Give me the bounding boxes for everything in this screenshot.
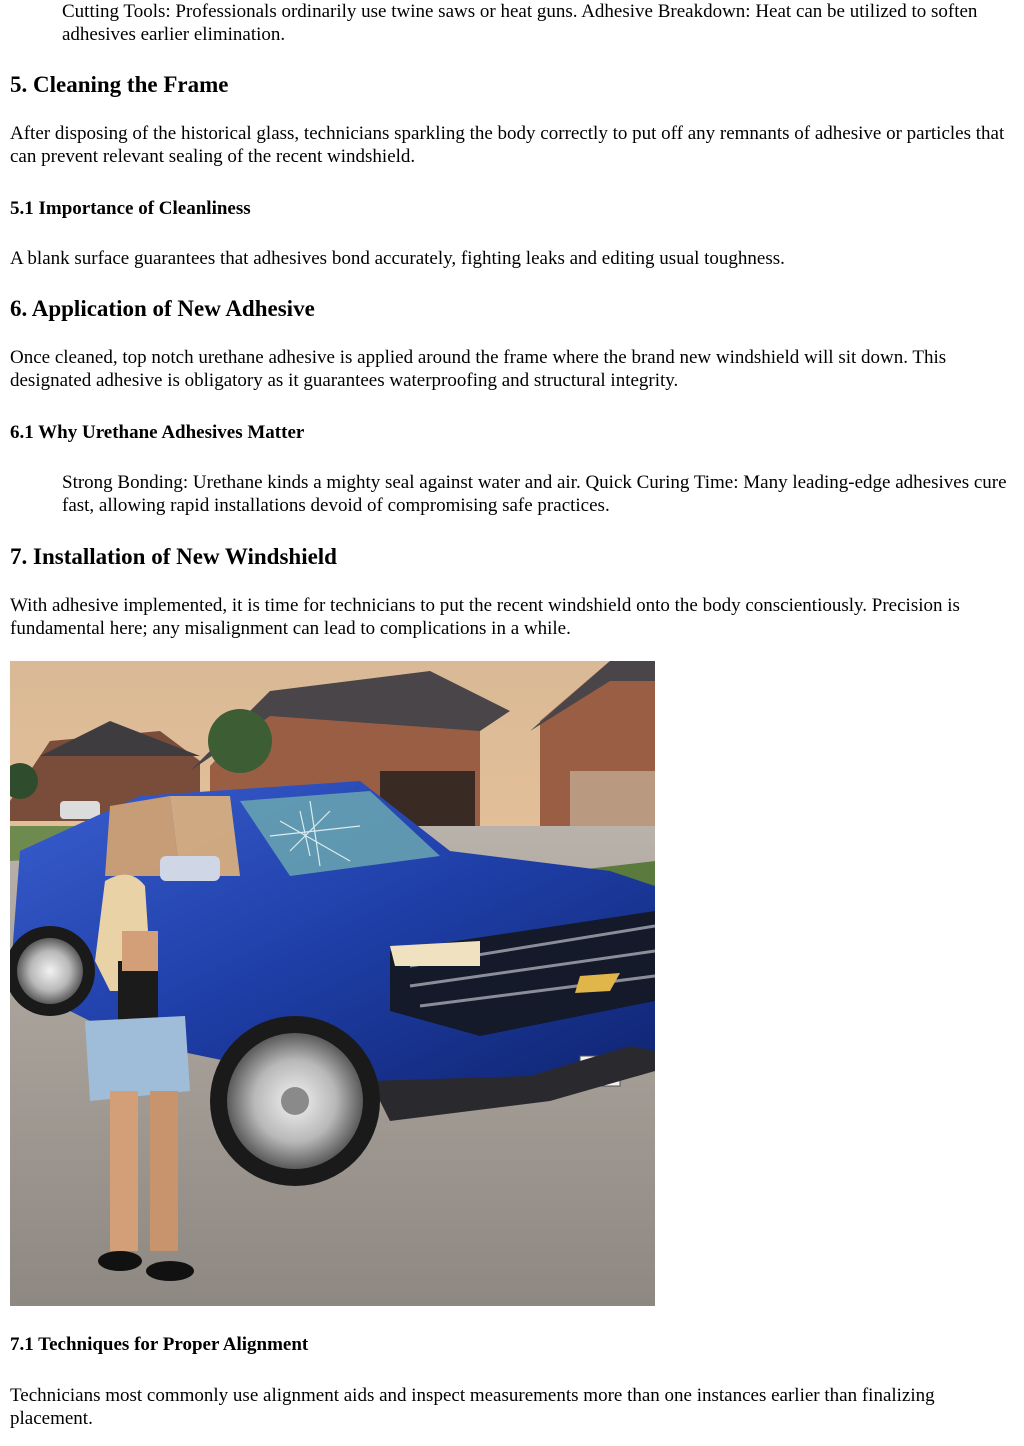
heading-installation-windshield: 7. Installation of New Windshield <box>10 544 337 569</box>
alignment-paragraph: Technicians most commonly use alignment aids and inspect measurements more than one instances earlier than finalizing placement. <box>10 1385 935 1429</box>
heading-techniques-alignment: 7.1 Techniques for Proper Alignment <box>10 1334 309 1355</box>
heading-application-adhesive: 6. Application of New Adhesive <box>10 296 315 321</box>
cutting-tools-paragraph: Cutting Tools: Professionals ordinarily use twine saws or heat guns. Adhesive Breakdown: Heat can be utilized to soften adhesives earlier elimination. <box>62 1 978 45</box>
cleaning-frame-paragraph: After disposing of the historical glass, technicians sparkling the body correctly to put off any remnants of adhesive or particles that can prevent relevant sealing of the recent windshield. <box>10 123 1005 167</box>
adhesive-paragraph: Once cleaned, top notch urethane adhesive is applied around the frame where the brand new windshield will sit down. This designated adhesive is obligatory as it guarantees waterproofing and structural integrity. <box>10 347 947 391</box>
heading-urethane-adhesives: 6.1 Why Urethane Adhesives Matter <box>10 422 305 443</box>
heading-importance-cleanliness: 5.1 Importance of Cleanliness <box>10 198 251 219</box>
truck-photo <box>10 661 655 1306</box>
urethane-paragraph: Strong Bonding: Urethane kinds a mighty seal against water and air. Quick Curing Time: Many leading-edge adhesives cure fast, allowing rapid installations devoid of compromising safe practices. <box>62 472 1007 516</box>
cleanliness-paragraph: A blank surface guarantees that adhesives bond accurately, fighting leaks and editing usual toughness. <box>10 248 785 269</box>
installation-paragraph: With adhesive implemented, it is time for technicians to put the recent windshield onto the body conscientiously. Precision is fundamental here; any misalignment can lead to complications in a while. <box>10 595 960 639</box>
heading-cleaning-frame: 5. Cleaning the Frame <box>10 72 229 97</box>
